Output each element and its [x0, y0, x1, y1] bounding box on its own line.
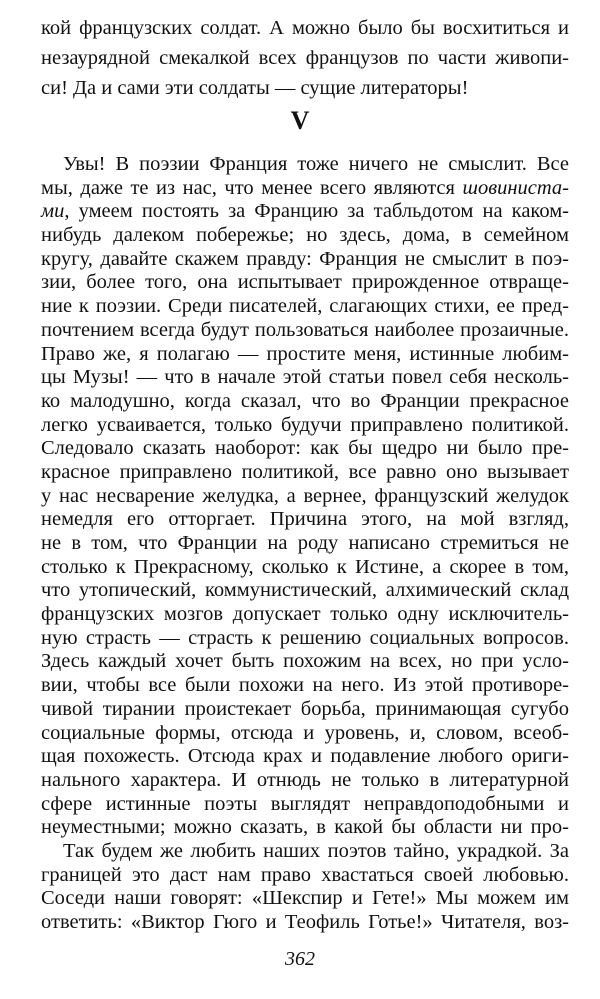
emphasis-word: ми [41, 200, 65, 222]
text-line: французских мозгов допускает только одну исключитель- [41, 603, 569, 625]
emphasis-word: шовиниста- [462, 177, 569, 199]
text-line: Право же, я полагаю — простите меня, истинные любим- [41, 343, 569, 365]
text-line: Увы! В поэзии Франция тоже ничего не смыслит. Все [63, 153, 569, 175]
text-line: социальные формы, отсюда и уровень, и, словом, всеоб- [41, 722, 569, 744]
chapter-heading: V [290, 106, 310, 135]
text-line: ную страсть — страсть к решению социальных вопросов. [41, 627, 569, 649]
text-line: немедля его отторгает. Причина этого, на мой взгляд, [41, 508, 569, 530]
text-line: нального характера. И отнюдь не только в литературной [41, 769, 569, 791]
text-line: цы Музы! — что в начале этой статьи повел себя несколь- [41, 366, 569, 388]
text-line: неуместными; можно сказать, в какой бы области ни про- [41, 816, 569, 838]
text-line: вии, чтобы все были похожи на него. Из этой противоре- [41, 674, 569, 696]
text-line: не в том, что Франции на роду написано стремиться не [41, 532, 569, 554]
text-line: кой французских солдат. А можно было бы восхититься и [41, 17, 569, 39]
text-segment: , умеем постоять за Францию за табльдотом на каком- [64, 200, 569, 222]
text-line: зии, более того, она испытывает прирожденное отвраще- [41, 271, 569, 293]
text-line: кругу, давайте скажем правду: Франция не смыслит в поэ- [41, 248, 569, 270]
text-line: незаурядной смекалкой всех французов по части живопи- [41, 47, 569, 69]
text-line: у нас несварение желудка, а вернее, французский желудок [41, 485, 569, 507]
text-line: Так будем же любить наших поэтов тайно, украдкой. За [63, 840, 569, 862]
text-line: чивой тирании проистекает борьба, принимающая сугубо [41, 698, 569, 720]
text-line: нибудь далеком побережье; но здесь, дома, в семейном [41, 224, 569, 246]
text-line: что утопический, коммунистический, алхимический склад [41, 579, 569, 601]
text-line: ко малодушно, когда сказал, что во Франции прекрасное [41, 390, 569, 412]
text-line: щая похожесть. Отсюда крах и подавление любого ориги- [41, 745, 569, 767]
text-line: ответить: «Виктор Гюго и Теофиль Готье!» Читателя, воз- [41, 911, 569, 933]
text-line: легко усваивается, только будучи приправлено политикой. [41, 414, 569, 436]
text-line: Здесь каждый хочет быть похожим на всех, но при услo- [41, 650, 569, 672]
text-line [41, 199, 569, 223]
text-line: Следовало сказать наоборот: как бы щедро ни было пре- [41, 437, 569, 459]
page-number: 362 [285, 948, 315, 970]
text-line [41, 176, 569, 200]
text-segment: мы, даже те из нас, что менее всего являются [41, 177, 463, 199]
text-line: границей это даст нам право хвастаться своей любовью. [41, 864, 569, 886]
text-line: ние к поэзии. Среди писателей, слагающих стихи, ее пред- [41, 295, 569, 317]
text-line: столько к Прекрасному, сколько к Истине, а скорее в том, [41, 556, 569, 578]
text-line: си! Да и сами эти солдаты — сущие литераторы! [41, 77, 469, 99]
text-line: Соседи наши говорят: «Шекспир и Гете!» Мы можем им [41, 887, 569, 909]
text-line: красное приправлено политикой, все равно оно вызывает [41, 461, 569, 483]
text-line: почтением всегда будут пользоваться наиболее прозаичные. [41, 319, 569, 341]
text-line: сфере истинные поэты выглядят неправдоподобными и [41, 793, 569, 815]
